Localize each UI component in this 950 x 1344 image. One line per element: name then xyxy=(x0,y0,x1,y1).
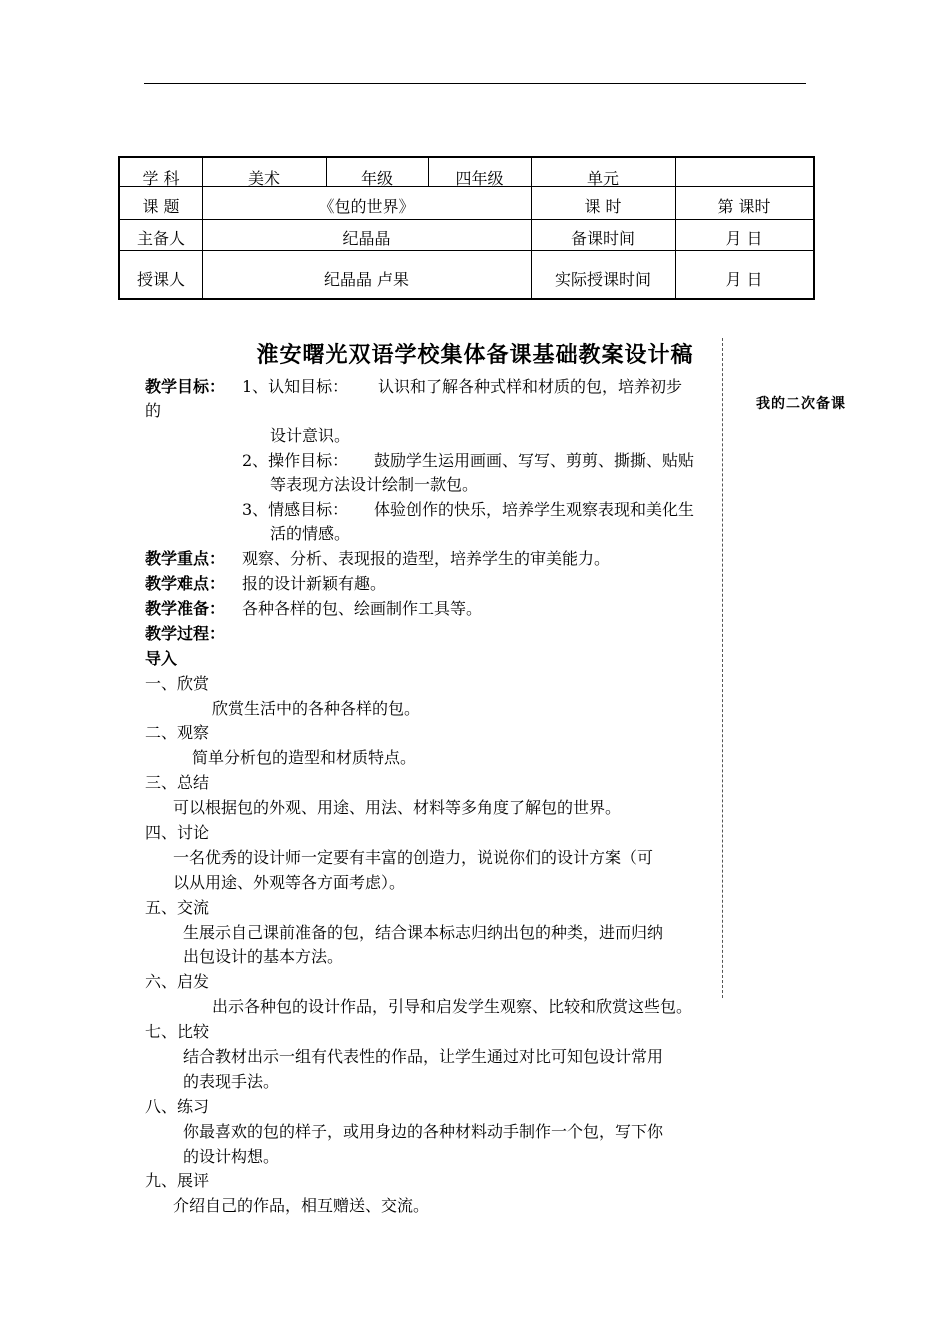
step-text: 的设计构想。 xyxy=(183,1147,280,1166)
step-text: 可以根据包的外观、用途、用法、材料等多角度了解包的世界。 xyxy=(173,798,622,817)
step-text: 欣赏生活中的各种各样的包。 xyxy=(212,699,421,718)
key-point-label: 教学重点： xyxy=(145,549,226,568)
header-table xyxy=(118,156,815,300)
goal1-text: 认识和了解各种式样和材质的包，培养初步 xyxy=(378,377,683,396)
difficulty-label: 教学难点： xyxy=(145,574,226,593)
subject-label: 学 科 xyxy=(142,169,180,188)
step-heading: 七、比较 xyxy=(145,1022,210,1041)
objectives-label: 教学目标： xyxy=(145,377,226,396)
step-heading: 三、总结 xyxy=(145,773,210,792)
lead-value: 纪晶晶 xyxy=(342,229,391,248)
step-text: 生展示自己课前准备的包，结合课本标志归纳出包的种类，进而归纳 xyxy=(183,923,664,942)
preparation-label: 教学准备： xyxy=(145,599,226,618)
step-heading: 四、讨论 xyxy=(145,823,210,842)
step-text: 你最喜欢的包的样子，或用身边的各种材料动手制作一个包，写下你 xyxy=(183,1122,664,1141)
intro-label: 导入 xyxy=(145,649,178,668)
step-heading: 二、观察 xyxy=(145,723,210,742)
prep-time-value: 月 日 xyxy=(725,229,763,248)
second-prep-note: 我的二次备课 xyxy=(756,396,846,412)
lead-label: 主备人 xyxy=(136,229,185,248)
goal2-head: 2、操作目标： xyxy=(242,451,349,470)
step-text: 结合教材出示一组有代表性的作品，让学生通过对比可知包设计常用 xyxy=(183,1047,664,1066)
actual-time-value: 月 日 xyxy=(725,270,763,289)
goal1-wrap2: 设计意识。 xyxy=(270,426,351,445)
step-text: 出示各种包的设计作品，引导和启发学生观察、比较和欣赏这些包。 xyxy=(212,997,693,1016)
goal3-wrap: 活的情感。 xyxy=(270,524,351,543)
teacher-value: 纪晶晶 卢果 xyxy=(323,270,410,289)
step-text: 出包设计的基本方法。 xyxy=(183,947,344,966)
grade-value: 四年级 xyxy=(455,169,504,188)
step-text: 介绍自己的作品，相互赠送、交流。 xyxy=(173,1196,430,1215)
step-heading: 八、练习 xyxy=(145,1097,210,1116)
goal1-head: 1、认知目标： xyxy=(242,377,349,396)
unit-label: 单元 xyxy=(586,169,619,188)
preparation-text: 各种各样的包、绘画制作工具等。 xyxy=(242,599,483,618)
table-row-divider xyxy=(120,219,813,220)
step-heading: 一、欣赏 xyxy=(145,674,210,693)
topic-label: 课 题 xyxy=(142,197,180,216)
step-heading: 五、交流 xyxy=(145,898,210,917)
topic-value: 《包的世界》 xyxy=(318,197,415,216)
subject-value: 美术 xyxy=(247,169,280,188)
goal2-wrap: 等表现方法设计绘制一款包。 xyxy=(270,475,479,494)
grade-label: 年级 xyxy=(360,169,393,188)
document-title: 淮安曙光双语学校集体备课基础教案设计稿 xyxy=(256,343,694,368)
difficulty-text: 报的设计新颖有趣。 xyxy=(242,574,387,593)
actual-time-label: 实际授课时间 xyxy=(554,270,651,289)
step-text: 简单分析包的造型和材质特点。 xyxy=(192,748,417,767)
goal3-head: 3、情感目标： xyxy=(242,500,349,519)
top-rule xyxy=(144,83,806,84)
margin-divider xyxy=(722,338,723,998)
step-text: 的表现手法。 xyxy=(183,1072,280,1091)
period-value: 第 课时 xyxy=(717,197,771,216)
goal1-wrap1: 的 xyxy=(145,401,162,420)
step-heading: 九、展评 xyxy=(145,1171,210,1190)
process-label: 教学过程： xyxy=(145,624,226,643)
step-heading: 六、启发 xyxy=(145,972,210,991)
table-row-divider xyxy=(120,250,813,251)
step-text: 一名优秀的设计师一定要有丰富的创造力，说说你们的设计方案（可 xyxy=(173,848,654,867)
period-label: 课 时 xyxy=(584,197,622,216)
goal2-text: 鼓励学生运用画画、写写、剪剪、撕撕、贴贴 xyxy=(374,451,695,470)
teacher-label: 授课人 xyxy=(136,270,185,289)
step-text: 以从用途、外观等各方面考虑）。 xyxy=(173,873,406,892)
key-point-text: 观察、分析、表现报的造型，培养学生的审美能力。 xyxy=(242,549,611,568)
goal3-text: 体验创作的快乐，培养学生观察表现和美化生 xyxy=(374,500,695,519)
prep-time-label: 备课时间 xyxy=(570,229,635,248)
